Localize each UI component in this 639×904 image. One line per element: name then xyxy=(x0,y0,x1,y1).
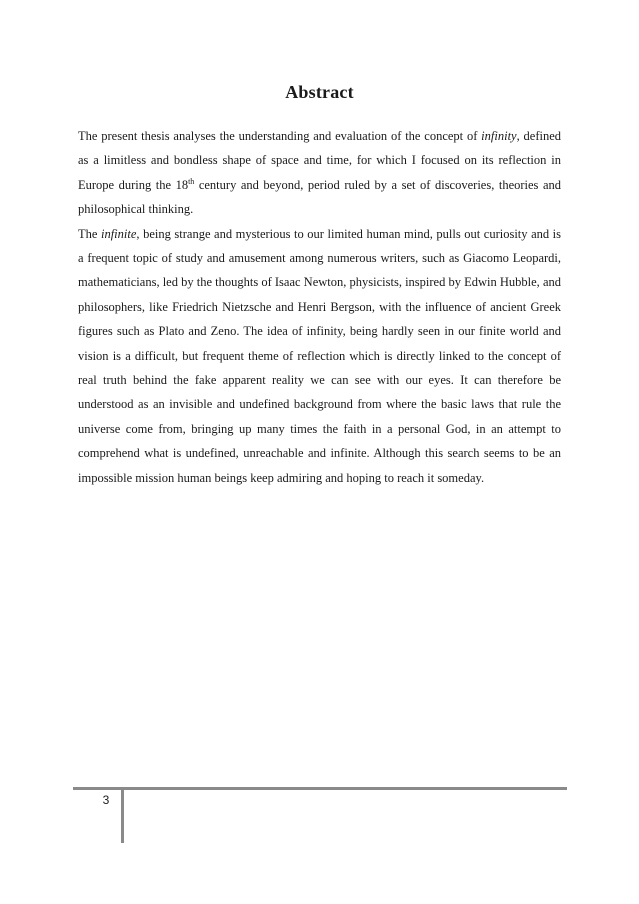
paragraph-1-text-a: The present thesis analyses the understanding and evaluation of the concept of xyxy=(78,129,482,143)
footer-vertical-rule xyxy=(121,787,124,843)
abstract-paragraph-1 xyxy=(78,124,561,222)
paragraph-2-text-a: The xyxy=(78,226,101,241)
paragraph-1-text-c: century and beyond, period ruled by a set of discoveries, theories and philosophical thinking. xyxy=(78,177,561,217)
abstract-paragraph-2 xyxy=(78,222,561,490)
paragraph-2-text-b: , being strange and mysterious to our limited human mind, pulls out curiosity and is a frequent topic of study and amusement among numerous writers, such as Giacomo Leopardi, mathematicians, led by the thoughts of Isaac Newton, physicists, inspired by Edwin Hubble, and philosophers, like Friedrich Nietzsche and Henri Bergson, with the influence of ancient Greek figures such as Plato and Zeno. The idea of infinity, being hardly seen in our finite world and vision is a difficult, but frequent theme of reflection which is directly linked to the concept of real truth behind the fake apparent reality we can see with our eyes. It can therefore be understood as an invisible and undefined background from where the basic laws that rule the universe come from, bringing up many times the faith in a personal God, in an attempt to comprehend what is undefined, unreachable and infinite. Although this search seems to be an impossible mission human beings keep admiring and hoping to reach it someday. xyxy=(78,226,561,485)
abstract-body xyxy=(78,124,561,490)
page-number: 3 xyxy=(102,793,110,807)
emphasis-infinite: infinite xyxy=(100,226,137,241)
page-title: Abstract xyxy=(285,82,354,102)
emphasis-infinity: infinity xyxy=(481,129,517,143)
footer-horizontal-rule xyxy=(73,787,567,790)
paragraph-1-text-b: , defined as a limitless and bondless shape of space and time, for which I focused on its reflection in Europe during the 18 xyxy=(78,129,562,192)
ordinal-superscript: th xyxy=(188,176,195,186)
